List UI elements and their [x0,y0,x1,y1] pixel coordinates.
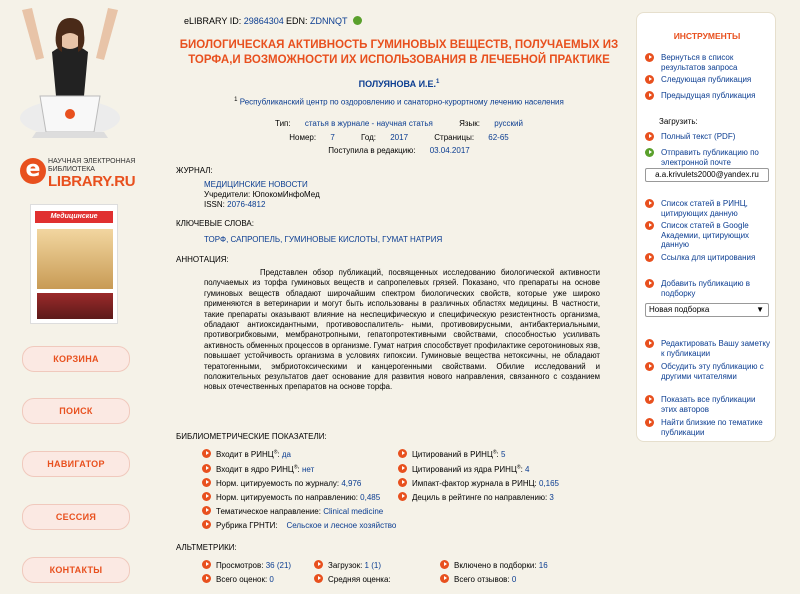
arrow-icon [645,221,654,230]
info-icon [314,574,323,583]
arrow-icon [645,362,654,371]
norm-direction-indicator: Норм. цитируемость по направлению: 0,485 [202,492,380,502]
info-icon [202,520,211,529]
decile-indicator: Дециль в рейтинге по направлению: 3 [398,492,554,502]
nav-button-cart[interactable]: КОРЗИНА [22,346,130,372]
views-count: Просмотров: 36 (21) [202,560,291,570]
arrow-icon [645,253,654,262]
article-pages: 62-65 [488,133,509,142]
elibrary-id: eLIBRARY ID: 29864304 [184,16,284,26]
info-icon [202,492,211,501]
tool-fulltext-pdf[interactable]: Полный текст (PDF) [645,132,773,142]
ratings-count: Всего оценок: 0 [202,574,274,584]
topic-indicator: Тематическое направление: Clinical medicine [202,506,383,516]
journal-founders: Учредители: ЮпокомИнфоМед [204,190,320,199]
elibrary-id-value: 29864304 [243,16,284,26]
arrow-icon [645,339,654,348]
article-language: русский [494,119,523,128]
tool-show-authors[interactable]: Показать все публикации этих авторов [645,395,773,414]
tools-panel [636,12,776,442]
pdf-icon [645,132,654,141]
cover-title: Медицинские [35,211,113,223]
keywords-list[interactable]: ТОРФ, САПРОПЕЛЬ, ГУМИНОВЫЕ КИСЛОТЫ, ГУМАТ НАТРИЯ [204,235,443,244]
norm-journal-indicator: Норм. цитируемость по журналу: 4,976 [202,478,361,488]
article-affiliation: $^1$ Республиканский центр по оздоровлению и санаторно-курортному лечению населения [234,97,564,107]
edn: EDN: ZDNNQT [286,16,362,26]
arrow-icon [645,91,654,100]
info-icon [202,506,211,515]
tool-edit-note[interactable]: Редактировать Вашу заметку к публикации [645,339,773,358]
keywords-section-heading: КЛЮЧЕВЫЕ СЛОВА: [176,219,254,228]
issue-number[interactable]: 7 [330,133,335,142]
journal-section-heading: ЖУРНАЛ: [176,166,213,175]
rinc-indicator: Входит в РИНЦ®: да [202,449,291,459]
logo-e-mark: e [20,158,46,184]
tool-add-to-collection[interactable]: Добавить публикацию в подборку [645,279,773,298]
collection-select[interactable]: Новая подборка ▼ [645,303,769,317]
chevron-down-icon: ▼ [756,305,764,314]
logo-subtitle: НАУЧНАЯ ЭЛЕКТРОННАЯ БИБЛИОТЕКА [48,158,136,173]
arrow-icon [645,199,654,208]
abstract-section-heading: АННОТАЦИЯ: [176,255,229,264]
received-date: 03.04.2017 [429,146,470,155]
logo-title: LIBRARY.RU [48,173,136,190]
plus-icon [645,279,654,288]
arrow-icon [645,395,654,404]
article-main [168,0,630,594]
bibliometrics-section-heading: БИБЛИОМЕТРИЧЕСКИЕ ПОКАЗАТЕЛИ: [176,432,327,441]
collections-count[interactable]: Включено в подборки: 16 [440,560,548,570]
article-received-line: Поступила в редакцию: 03.04.2017 [328,146,470,155]
average-rating: Средняя оценка: [314,574,391,584]
info-icon [398,449,407,458]
info-icon [398,464,407,473]
tools-title: ИНСТРУМЕНТЫ [673,31,741,41]
hero-girl-laptop-image [14,0,126,145]
info-icon [440,574,449,583]
info-icon [440,560,449,569]
info-icon [202,574,211,583]
grnti-indicator: Рубрика ГРНТИ: Сельское и лесное хозяйство [202,520,396,530]
journal-info: МЕДИЦИНСКИЕ НОВОСТИ Учредители: ЮпокомИнфоМед ISSN: 2076-4812 [204,180,320,209]
email-icon [645,148,654,157]
article-title: БИОЛОГИЧЕСКАЯ АКТИВНОСТЬ ГУМИНОВЫХ ВЕЩЕСТВ, ПОЛУЧАЕМЫХ ИЗ ТОРФА,И ВОЗМОЖНОСТИ ИХ ИСПОЛЬЗОВАНИЯ В ЛЕЧЕБНОЙ ПРАКТИКЕ [179,39,619,66]
info-icon [202,560,211,569]
impact-factor-indicator: Импакт-фактор журнала в РИНЦ: 0,165 [398,478,559,488]
tool-discuss[interactable]: Обсудить эту публикацию с другими читателями [645,362,773,381]
arrow-icon [645,75,654,84]
tool-back-to-results[interactable]: Вернуться в список результатов запроса [645,53,773,72]
nav-button-search[interactable]: ПОИСК [22,398,130,424]
arrow-icon [645,53,654,62]
tool-cited-google[interactable]: Список статей в Google Академии, цитирующих данную [645,221,773,250]
left-column [0,0,160,594]
article-type[interactable]: статья в журнале - научная статья [304,119,433,128]
rinc-core-indicator: Входит в ядро РИНЦ®: нет [202,464,314,474]
tool-cite-link[interactable]: Ссылка для цитирования [645,253,773,263]
tool-send-email[interactable]: Отправить публикацию по электронной почте [645,148,773,167]
download-label: Загрузить: [659,117,698,126]
journal-name[interactable]: МЕДИЦИНСКИЕ НОВОСТИ [204,180,308,189]
citations-core-indicator[interactable]: Цитирований из ядра РИНЦ®: 4 [398,464,529,474]
altmetrics-section-heading: АЛЬТМЕТРИКИ: [176,543,237,552]
info-icon [314,560,323,569]
issue-year: 2017 [390,133,409,142]
nav-button-session[interactable]: СЕССИЯ [22,504,130,530]
info-icon [202,464,211,473]
email-input[interactable]: a.a.krivulets2000@yandex.ru [645,168,769,182]
info-icon [398,478,407,487]
tool-similar[interactable]: Найти близкие по тематике публикации [645,418,773,437]
abstract-text: Представлен обзор публикаций, посвященных исследованию биологической активности получаемых из торфа гуминовых веществ и сапропелевых грязей. Показано, что препараты на основе гуминовых веществ обладают широчайшим спектром биологических свойств, которые уже широко применяются в ветеринарии и могут быть использованы в различных областях медицины. В частности, такие препараты оказывают влияние на неспецифическую и специфическую резистентность организма, обладают антиоксидантными, противовоспалитель- ными, противовирусными, антибактериальными, противогрибковыми, мембранотропными, гепатопротективными свойствами, способностью усиливать активность обменных процессов в организме. Гумат натрия способствует профилактике серотониновых язв, повышает устойчивость организма в условиях гипоксии. Гуминовые вещества нетоксичны, не обладают тератогенными, эмбриотоксическими и канцерогенными свойствами. Обилие исследований и положительных результатов дает основание для развития нового направления, связанного с созданием новых отечественных препаратов на основе торфа. [204,268,600,392]
article-author[interactable]: ПОЛУЯНОВА И.Е.$^1$ [358,79,440,89]
tool-cited-rinc[interactable]: Список статей в РИНЦ, цитирующих данную [645,199,773,218]
arrow-icon [645,418,654,427]
globe-icon[interactable] [353,16,362,25]
article-issue-line: Номер: 7 Год: 2017 Страницы: 62-65 [289,133,509,142]
downloads-count: Загрузок: 1 (1) [314,560,381,570]
nav-button-navigator[interactable]: НАВИГАТОР [22,451,130,477]
tool-prev-publication[interactable]: Предыдущая публикация [645,91,773,101]
reviews-count: Всего отзывов: 0 [440,574,516,584]
article-type-line: Тип: статья в журнале - научная статья Язык: русский [275,119,523,128]
info-icon [202,449,211,458]
journal-cover-image[interactable] [30,204,118,324]
info-icon [398,492,407,501]
info-icon [202,478,211,487]
edn-value[interactable]: ZDNNQT [310,16,348,26]
tool-next-publication[interactable]: Следующая публикация [645,75,773,85]
elibrary-logo[interactable] [20,158,150,188]
nav-button-contacts[interactable]: КОНТАКТЫ [22,557,130,583]
citations-rinc-indicator[interactable]: Цитирований в РИНЦ®: 5 [398,449,505,459]
journal-issn: 2076-4812 [227,200,266,209]
